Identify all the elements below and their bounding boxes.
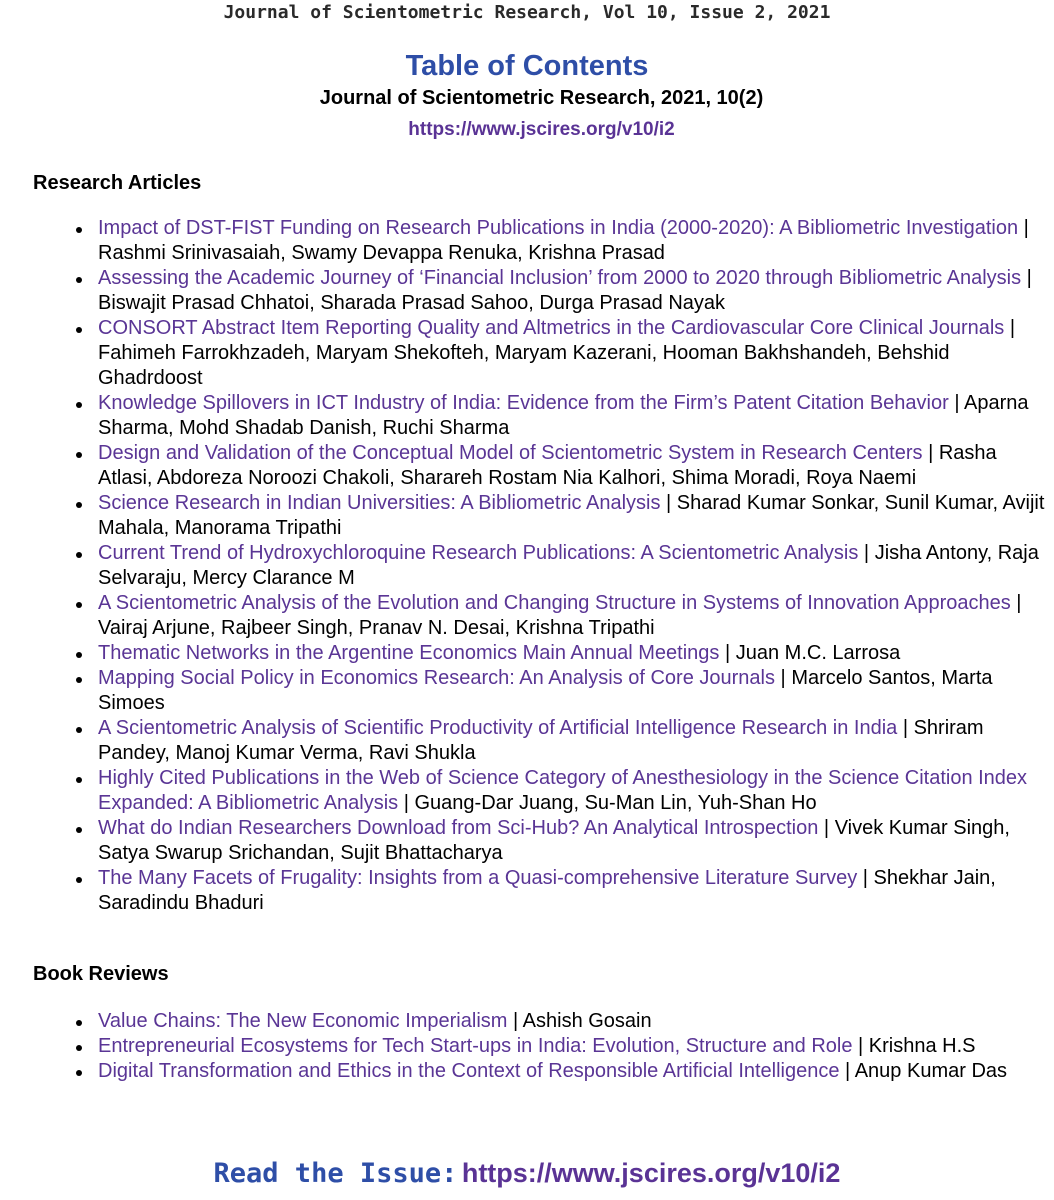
footer-label: Read the Issue:	[213, 1158, 458, 1189]
separator: |	[852, 1035, 869, 1057]
list-item	[98, 1059, 1050, 1084]
list-item	[98, 491, 1050, 541]
article-authors: Aparna Sharma, Mohd Shadab Danish, Ruchi Sharma	[98, 392, 1029, 439]
article-authors: Jisha Antony, Raja Selvaraju, Mercy Clarance M	[98, 542, 1039, 589]
article-title-link[interactable]: A Scientometric Analysis of Scientific Productivity of Artificial Intelligence Research in India	[98, 717, 898, 739]
separator: |	[857, 867, 874, 889]
list-item	[98, 441, 1050, 491]
list-item	[98, 866, 1050, 916]
article-title-link[interactable]: Thematic Networks in the Argentine Economics Main Annual Meetings	[98, 642, 720, 664]
article-title-link[interactable]: Mapping Social Policy in Economics Research: An Analysis of Core Journals	[98, 667, 775, 689]
separator: |	[1021, 267, 1032, 289]
separator: |	[839, 1060, 855, 1082]
book-reviews-list	[98, 1009, 1050, 1084]
article-authors: Rashmi Srinivasaiah, Swamy Devappa Renuka, Krishna Prasad	[98, 242, 665, 264]
article-title-link[interactable]: Knowledge Spillovers in ICT Industry of India: Evidence from the Firm’s Patent Citation Behavior	[98, 392, 949, 414]
article-authors: Krishna H.S	[868, 1035, 976, 1057]
article-authors: Juan M.C. Larrosa	[735, 642, 901, 664]
list-item	[98, 541, 1050, 591]
separator: |	[507, 1010, 523, 1032]
article-title-link[interactable]: What do Indian Researchers Download from Sci-Hub? An Analytical Introspection	[98, 817, 819, 839]
article-authors: Vivek Kumar Singh, Satya Swarup Srichandan, Sujit Bhattacharya	[98, 817, 1010, 864]
article-authors: Marcelo Santos, Marta Simoes	[98, 667, 993, 714]
article-title-link[interactable]: A Scientometric Analysis of the Evolution and Changing Structure in Systems of Innovation Approaches	[98, 592, 1011, 614]
article-title-link[interactable]: Impact of DST-FIST Funding on Research Publications in India (2000-2020): A Bibliometric Investigation	[98, 217, 1019, 239]
page-title: Table of Contents	[405, 50, 649, 82]
research-articles-list	[98, 216, 1050, 916]
list-item	[98, 1034, 1050, 1059]
separator: |	[922, 442, 939, 464]
article-authors: Vairaj Arjune, Rajbeer Singh, Pranav N. Desai, Krishna Tripathi	[98, 617, 655, 639]
list-item	[98, 316, 1050, 391]
article-authors: Shekhar Jain, Saradindu Bhaduri	[98, 867, 996, 914]
separator: |	[858, 542, 875, 564]
journal-citation: Journal of Scientometric Research, 2021, 10(2)	[319, 87, 764, 109]
article-title-link[interactable]: The Many Facets of Frugality: Insights from a Quasi-comprehensive Literature Survey	[98, 867, 858, 889]
section-heading-research-articles: Research Articles	[33, 172, 202, 194]
separator: |	[719, 642, 736, 664]
article-authors: Anup Kumar Das	[854, 1060, 1008, 1082]
article-title-link[interactable]: CONSORT Abstract Item Reporting Quality and Altmetrics in the Cardiovascular Core Clinical Journals	[98, 317, 1005, 339]
article-title-link[interactable]: Digital Transformation and Ethics in the Context of Responsible Artificial Intelligence	[98, 1060, 840, 1082]
list-item	[98, 666, 1050, 716]
footer-issue-link[interactable]: https://www.jscires.org/v10/i2	[461, 1158, 841, 1188]
section-heading-book-reviews: Book Reviews	[33, 963, 169, 985]
list-item	[98, 716, 1050, 766]
article-title-link[interactable]: Highly Cited Publications in the Web of Science Category of Anesthesiology in the Science Citation Index Expanded: A Bibliometric Analysis	[98, 767, 1028, 814]
article-authors: Ashish Gosain	[522, 1010, 652, 1032]
separator: |	[1004, 317, 1016, 339]
separator: |	[775, 667, 792, 689]
list-item	[98, 641, 1050, 666]
separator: |	[818, 817, 835, 839]
separator: |	[1018, 217, 1029, 239]
article-authors: Shriram Pandey, Manoj Kumar Verma, Ravi Shukla	[98, 717, 984, 764]
separator: |	[660, 492, 677, 514]
separator: |	[1010, 592, 1022, 614]
list-item	[98, 1009, 1050, 1034]
list-item	[98, 266, 1050, 316]
separator: |	[398, 792, 415, 814]
article-authors: Sharad Kumar Sonkar, Sunil Kumar, Avijit Mahala, Manorama Tripathi	[98, 492, 1045, 539]
article-title-link[interactable]: Value Chains: The New Economic Imperialism	[98, 1010, 508, 1032]
list-item	[98, 816, 1050, 866]
footer-read-issue	[0, 1155, 1054, 1196]
list-item	[98, 216, 1050, 266]
article-title-link[interactable]: Current Trend of Hydroxychloroquine Research Publications: A Scientometric Analysis	[98, 542, 859, 564]
issue-link[interactable]: https://www.jscires.org/v10/i2	[408, 119, 675, 140]
article-authors: Guang-Dar Juang, Su-Man Lin, Yuh-Shan Ho	[414, 792, 817, 814]
article-authors: Fahimeh Farrokhzadeh, Maryam Shekofteh, Maryam Kazerani, Hooman Bakhshandeh, Behshid Ghadrdoost	[98, 342, 950, 389]
separator: |	[948, 392, 964, 414]
article-authors: Biswajit Prasad Chhatoi, Sharada Prasad Sahoo, Durga Prasad Nayak	[98, 292, 726, 314]
list-item	[98, 591, 1050, 641]
list-item	[98, 766, 1050, 816]
list-item	[98, 391, 1050, 441]
journal-issue-header: Journal of Scientometric Research, Vol 10, Issue 2, 2021	[223, 2, 831, 23]
article-title-link[interactable]: Assessing the Academic Journey of ‘Financial Inclusion’ from 2000 to 2020 through Bibliometric Analysis	[98, 267, 1022, 289]
article-authors: Rasha Atlasi, Abdoreza Noroozi Chakoli, Sharareh Rostam Nia Kalhori, Shima Moradi, Roya Naemi	[98, 442, 997, 489]
article-title-link[interactable]: Science Research in Indian Universities: A Bibliometric Analysis	[98, 492, 661, 514]
article-title-link[interactable]: Entrepreneurial Ecosystems for Tech Start-ups in India: Evolution, Structure and Role	[98, 1035, 853, 1057]
article-title-link[interactable]: Design and Validation of the Conceptual Model of Scientometric System in Research Centers	[98, 442, 923, 464]
separator: |	[897, 717, 914, 739]
